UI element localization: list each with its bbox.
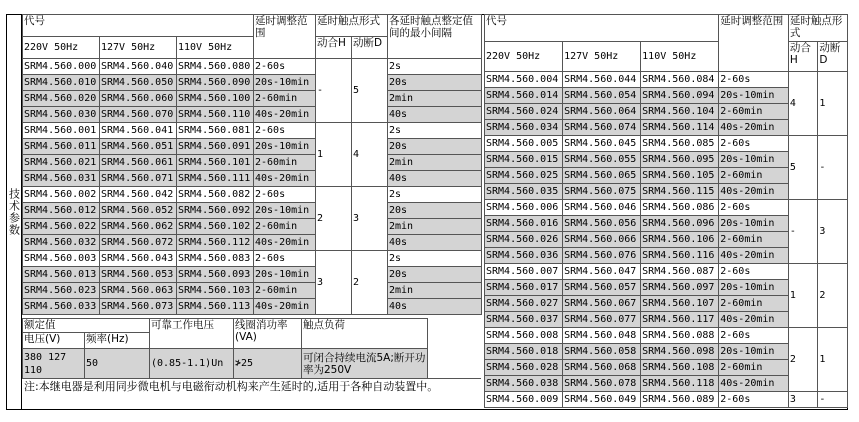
break-count-cell: 1 — [818, 328, 848, 392]
right-delay-range-header: 延时调整范围 — [719, 15, 789, 72]
interval-cell: 40s — [388, 299, 482, 315]
table-cell: SRM4.560.103 — [177, 283, 254, 299]
table-row — [23, 139, 482, 155]
table-cell: SRM4.560.108 — [641, 360, 719, 376]
table-cell: SRM4.560.018 — [485, 344, 563, 360]
note-text: 注:本继电器是利用同步微电机与电磁衔动机构来产生延时的,适用于各种自动装置中。 — [22, 378, 481, 410]
table-cell: SRM4.560.057 — [563, 280, 641, 296]
table-cell: SRM4.560.076 — [563, 248, 641, 264]
table-cell: 20s-10min — [719, 344, 789, 360]
break-count-cell: - — [818, 392, 848, 408]
table-row — [23, 171, 482, 187]
table-cell: SRM4.560.002 — [23, 187, 100, 203]
make-contact-header: 动合H — [316, 37, 352, 59]
table-cell: SRM4.560.093 — [177, 267, 254, 283]
table-cell: SRM4.560.023 — [23, 283, 100, 299]
table-cell: SRM4.560.112 — [177, 235, 254, 251]
table-cell: SRM4.560.077 — [563, 312, 641, 328]
table-cell: SRM4.560.035 — [485, 184, 563, 200]
table-cell: SRM4.560.028 — [485, 360, 563, 376]
table-row — [23, 91, 482, 107]
table-cell: 20s-10min — [719, 280, 789, 296]
table-cell: SRM4.560.001 — [23, 123, 100, 139]
table-cell: SRM4.560.114 — [641, 120, 719, 136]
table-row — [23, 299, 482, 315]
break-count-cell: 3 — [818, 200, 848, 264]
contact-load-value: 可闭合持续电流5A;断开功率为250V — [302, 349, 428, 379]
table-cell: 2-60min — [719, 232, 789, 248]
interval-cell: 2min — [388, 283, 482, 299]
table-cell: SRM4.560.116 — [641, 248, 719, 264]
table-cell: SRM4.560.026 — [485, 232, 563, 248]
table-cell: 2-60min — [719, 360, 789, 376]
table-cell: SRM4.560.000 — [23, 59, 100, 75]
interval-cell: 20s — [388, 203, 482, 219]
table-cell: 40s-20min — [719, 120, 789, 136]
table-cell: 2-60min — [719, 168, 789, 184]
table-cell: SRM4.560.034 — [485, 120, 563, 136]
table-cell: SRM4.560.005 — [485, 136, 563, 152]
interval-cell: 2min — [388, 155, 482, 171]
break-count-cell: 5 — [352, 59, 388, 123]
table-cell: SRM4.560.051 — [100, 139, 177, 155]
table-cell: SRM4.560.053 — [100, 267, 177, 283]
table-cell: SRM4.560.027 — [485, 296, 563, 312]
table-cell: 2-60s — [719, 392, 789, 408]
table-cell: 40s-20min — [719, 376, 789, 392]
table-cell: SRM4.560.104 — [641, 104, 719, 120]
table-row — [23, 155, 482, 171]
make-count-cell: 4 — [788, 72, 818, 136]
table-cell: SRM4.560.055 — [563, 152, 641, 168]
table-cell: SRM4.560.089 — [641, 392, 719, 408]
table-cell: SRM4.560.003 — [23, 251, 100, 267]
table-cell: SRM4.560.015 — [485, 152, 563, 168]
table-cell: SRM4.560.011 — [23, 139, 100, 155]
table-cell: SRM4.560.037 — [485, 312, 563, 328]
table-cell: 2-60min — [254, 219, 316, 235]
interval-cell: 2s — [388, 251, 482, 267]
delay-range-header: 延时调整范围 — [254, 15, 316, 59]
table-cell: SRM4.560.021 — [23, 155, 100, 171]
table-cell: SRM4.560.042 — [100, 187, 177, 203]
table-cell: SRM4.560.117 — [641, 312, 719, 328]
reliable-voltage-header: 可靠工作电压 — [150, 319, 234, 349]
table-cell: 2-60s — [719, 72, 789, 88]
interval-cell: 20s — [388, 75, 482, 91]
table-cell: SRM4.560.078 — [563, 376, 641, 392]
table-cell: SRM4.560.064 — [563, 104, 641, 120]
table-cell: 2-60min — [719, 104, 789, 120]
reliable-voltage-value: (0.85-1.1)Un — [150, 349, 234, 379]
table-cell: SRM4.560.016 — [485, 216, 563, 232]
make-count-cell: 3 — [788, 392, 818, 408]
interval-cell: 40s — [388, 107, 482, 123]
table-row — [23, 235, 482, 251]
table-cell: 2-60s — [254, 59, 316, 75]
table-cell: 20s-10min — [719, 216, 789, 232]
voltage-110-header: 110V 50Hz — [177, 37, 254, 59]
table-cell: SRM4.560.072 — [100, 235, 177, 251]
table-cell: SRM4.560.073 — [100, 299, 177, 315]
voltage-127-header: 127V 50Hz — [100, 37, 177, 59]
table-cell: 2-60min — [254, 283, 316, 299]
break-count-cell: 2 — [818, 264, 848, 328]
table-cell: SRM4.560.008 — [485, 328, 563, 344]
interval-cell: 40s — [388, 171, 482, 187]
table-cell: SRM4.560.046 — [563, 200, 641, 216]
table-row — [485, 264, 848, 280]
table-cell: SRM4.560.022 — [23, 219, 100, 235]
table-cell: SRM4.560.102 — [177, 219, 254, 235]
break-count-cell: - — [818, 136, 848, 200]
make-count-cell: - — [316, 59, 352, 123]
side-label: 技术参数 — [6, 14, 22, 410]
table-cell: SRM4.560.040 — [100, 59, 177, 75]
table-cell: SRM4.560.050 — [100, 75, 177, 91]
right-make-contact-header: 动合H — [788, 42, 818, 72]
frequency-header: 频率(Hz) — [85, 333, 150, 349]
table-cell: SRM4.560.047 — [563, 264, 641, 280]
table-cell: SRM4.560.105 — [641, 168, 719, 184]
table-cell: 2-60s — [719, 328, 789, 344]
table-row — [23, 251, 482, 267]
table-cell: SRM4.560.004 — [485, 72, 563, 88]
table-cell: SRM4.560.038 — [485, 376, 563, 392]
table-cell: SRM4.560.041 — [100, 123, 177, 139]
table-row — [485, 72, 848, 88]
contact-form-header: 延时触点形式 — [316, 15, 388, 37]
table-cell: 2-60min — [254, 91, 316, 107]
make-count-cell: 5 — [788, 136, 818, 200]
table-cell: 20s-10min — [719, 152, 789, 168]
table-cell: 2-60s — [254, 187, 316, 203]
table-cell: SRM4.560.043 — [100, 251, 177, 267]
table-cell: SRM4.560.065 — [563, 168, 641, 184]
table-row — [23, 219, 482, 235]
table-row — [23, 107, 482, 123]
table-cell: SRM4.560.044 — [563, 72, 641, 88]
table-cell: SRM4.560.045 — [563, 136, 641, 152]
table-cell: 40s-20min — [719, 248, 789, 264]
table-row — [23, 123, 482, 139]
table-cell: SRM4.560.013 — [23, 267, 100, 283]
table-cell: SRM4.560.113 — [177, 299, 254, 315]
table-cell: SRM4.560.007 — [485, 264, 563, 280]
table-cell: 20s-10min — [254, 139, 316, 155]
voltage-header: 电压(V) — [23, 333, 85, 349]
table-cell: SRM4.560.068 — [563, 360, 641, 376]
min-interval-header: 各延时触点整定值间的最小间隔 — [388, 15, 482, 59]
table-cell: SRM4.560.010 — [23, 75, 100, 91]
table-cell: SRM4.560.088 — [641, 328, 719, 344]
table-cell: SRM4.560.098 — [641, 344, 719, 360]
table-cell: SRM4.560.096 — [641, 216, 719, 232]
break-count-cell: 4 — [352, 123, 388, 187]
table-cell: SRM4.560.100 — [177, 91, 254, 107]
table-cell: 2-60s — [254, 123, 316, 139]
make-count-cell: 3 — [316, 251, 352, 315]
table-cell: SRM4.560.118 — [641, 376, 719, 392]
table-cell: SRM4.560.048 — [563, 328, 641, 344]
make-count-cell: 1 — [316, 123, 352, 187]
table-row — [485, 328, 848, 344]
table-cell: SRM4.560.024 — [485, 104, 563, 120]
table-row — [485, 392, 848, 408]
table-cell: SRM4.560.009 — [485, 392, 563, 408]
table-cell: SRM4.560.020 — [23, 91, 100, 107]
table-cell: SRM4.560.070 — [100, 107, 177, 123]
table-cell: SRM4.560.092 — [177, 203, 254, 219]
table-row — [23, 267, 482, 283]
table-cell: SRM4.560.030 — [23, 107, 100, 123]
right-model-header: 代号 — [485, 15, 719, 42]
table-cell: SRM4.560.083 — [177, 251, 254, 267]
table-row — [485, 136, 848, 152]
table-cell: SRM4.560.110 — [177, 107, 254, 123]
table-row — [23, 75, 482, 91]
break-count-cell: 3 — [352, 187, 388, 251]
table-cell: SRM4.560.012 — [23, 203, 100, 219]
table-cell: 2-60s — [719, 136, 789, 152]
table-cell: SRM4.560.095 — [641, 152, 719, 168]
table-cell: SRM4.560.107 — [641, 296, 719, 312]
contact-load-header: 触点负荷 — [302, 319, 428, 349]
right-voltage-127-header: 127V 50Hz — [563, 42, 641, 72]
table-cell: SRM4.560.111 — [177, 171, 254, 187]
interval-cell: 20s — [388, 267, 482, 283]
table-cell: SRM4.560.067 — [563, 296, 641, 312]
table-cell: SRM4.560.094 — [641, 88, 719, 104]
table-cell: SRM4.560.074 — [563, 120, 641, 136]
table-cell: SRM4.560.017 — [485, 280, 563, 296]
table-cell: SRM4.560.032 — [23, 235, 100, 251]
table-cell: SRM4.560.101 — [177, 155, 254, 171]
table-row — [485, 200, 848, 216]
table-cell: SRM4.560.056 — [563, 216, 641, 232]
interval-cell: 2s — [388, 187, 482, 203]
table-cell: 40s-20min — [719, 312, 789, 328]
table-cell: SRM4.560.031 — [23, 171, 100, 187]
table-cell: 2-60min — [719, 296, 789, 312]
table-row — [23, 59, 482, 75]
right-contact-form-header: 延时触点形式 — [788, 15, 847, 42]
table-cell: SRM4.560.082 — [177, 187, 254, 203]
table-cell: SRM4.560.061 — [100, 155, 177, 171]
right-voltage-110-header: 110V 50Hz — [641, 42, 719, 72]
table-cell: 40s-20min — [254, 299, 316, 315]
model-header: 代号 — [23, 15, 254, 37]
frequency-value: 50 — [85, 349, 150, 379]
right-voltage-220-header: 220V 50Hz — [485, 42, 563, 72]
table-cell: 20s-10min — [254, 75, 316, 91]
table-cell: 20s-10min — [719, 88, 789, 104]
table-cell: 20s-10min — [254, 203, 316, 219]
left-spec-table — [22, 14, 482, 315]
table-cell: SRM4.560.075 — [563, 184, 641, 200]
coil-power-value: ≯25 — [234, 349, 302, 379]
table-cell: SRM4.560.052 — [100, 203, 177, 219]
coil-power-header: 线圈消功率(VA) — [234, 319, 302, 349]
voltage-value: 380 127 110 — [23, 349, 85, 379]
table-cell: SRM4.560.097 — [641, 280, 719, 296]
table-row — [23, 283, 482, 299]
table-cell: SRM4.560.066 — [563, 232, 641, 248]
table-row — [23, 203, 482, 219]
right-spec-table — [484, 14, 848, 408]
interval-cell: 2min — [388, 219, 482, 235]
break-count-cell: 1 — [818, 72, 848, 136]
table-cell: 20s-10min — [254, 267, 316, 283]
voltage-220-header: 220V 50Hz — [23, 37, 100, 59]
break-count-cell: 2 — [352, 251, 388, 315]
table-cell: SRM4.560.058 — [563, 344, 641, 360]
table-row — [23, 187, 482, 203]
table-cell: SRM4.560.063 — [100, 283, 177, 299]
table-cell: SRM4.560.081 — [177, 123, 254, 139]
interval-cell: 2min — [388, 91, 482, 107]
table-cell: SRM4.560.090 — [177, 75, 254, 91]
break-contact-header: 动断D — [352, 37, 388, 59]
table-cell: 40s-20min — [254, 107, 316, 123]
table-cell: 40s-20min — [719, 184, 789, 200]
table-cell: SRM4.560.115 — [641, 184, 719, 200]
table-cell: SRM4.560.049 — [563, 392, 641, 408]
interval-cell: 2s — [388, 59, 482, 75]
table-cell: SRM4.560.071 — [100, 171, 177, 187]
make-count-cell: - — [788, 200, 818, 264]
table-cell: SRM4.560.062 — [100, 219, 177, 235]
table-cell: SRM4.560.033 — [23, 299, 100, 315]
table-cell: SRM4.560.091 — [177, 139, 254, 155]
rated-title: 额定值 — [23, 319, 150, 333]
table-cell: SRM4.560.036 — [485, 248, 563, 264]
table-cell: SRM4.560.106 — [641, 232, 719, 248]
table-cell: SRM4.560.060 — [100, 91, 177, 107]
table-cell: 40s-20min — [254, 235, 316, 251]
table-cell: SRM4.560.014 — [485, 88, 563, 104]
table-cell: SRM4.560.086 — [641, 200, 719, 216]
make-count-cell: 2 — [316, 187, 352, 251]
make-count-cell: 2 — [788, 328, 818, 392]
rated-values-table — [22, 318, 428, 379]
table-cell: SRM4.560.006 — [485, 200, 563, 216]
interval-cell: 2s — [388, 123, 482, 139]
table-cell: 2-60s — [719, 200, 789, 216]
table-cell: 2-60min — [254, 155, 316, 171]
right-break-contact-header: 动断D — [818, 42, 848, 72]
table-cell: SRM4.560.087 — [641, 264, 719, 280]
table-cell: 40s-20min — [254, 171, 316, 187]
table-cell: 2-60s — [719, 264, 789, 280]
table-cell: SRM4.560.085 — [641, 136, 719, 152]
table-cell: SRM4.560.080 — [177, 59, 254, 75]
interval-cell: 20s — [388, 139, 482, 155]
table-cell: SRM4.560.084 — [641, 72, 719, 88]
make-count-cell: 1 — [788, 264, 818, 328]
table-cell: SRM4.560.054 — [563, 88, 641, 104]
interval-cell: 40s — [388, 235, 482, 251]
table-cell: 2-60s — [254, 251, 316, 267]
table-cell: SRM4.560.025 — [485, 168, 563, 184]
